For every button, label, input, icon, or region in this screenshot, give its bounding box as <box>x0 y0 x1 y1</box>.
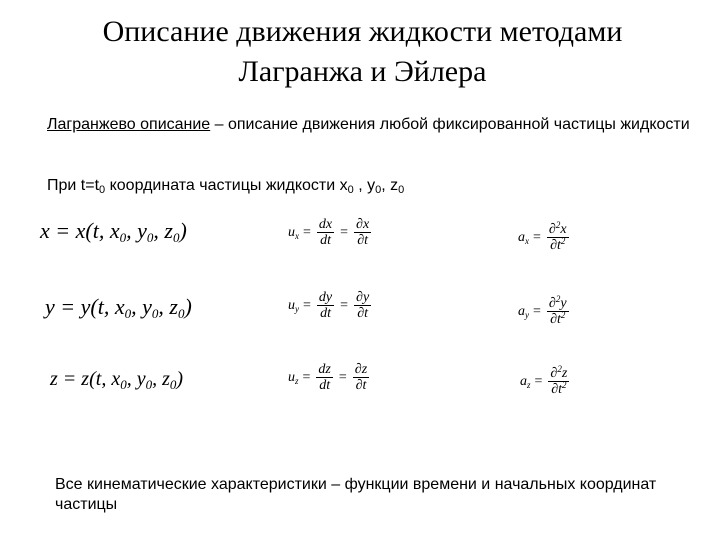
title-line-2: Лагранжа и Эйлера <box>238 55 487 88</box>
lagrange-definition <box>47 115 697 135</box>
equation-z-velocity: $u_z$ = $\frac{dz}{dt}$ = $\frac{\partial z}{\partial t}$ <box>288 362 368 393</box>
x-subscript: 0 <box>347 184 354 196</box>
equation-z-acceleration: $a_z$ = $\frac{\partial^2z}{\partial t^2}$ <box>520 364 568 397</box>
equation-x-velocity: $u_x$ = $\frac{dx}{dt}$ = $\frac{\partial x}{\partial t}$ <box>288 217 370 248</box>
equation-x-position: x = x(t, $x_0$, $y_0$, $z_0$) <box>40 218 187 245</box>
z-subscript: 0 <box>398 184 405 196</box>
t-subscript: 0 <box>99 184 106 196</box>
equation-y-velocity: $u_y$ = $\frac{dy}{dt}$ = $\frac{\partial y}{\partial t}$ <box>288 290 370 321</box>
lagrange-term: Лагранжево описание <box>47 116 211 133</box>
equation-y-acceleration: $a_y$ = $\frac{\partial^2y}{\partial t^2}$ <box>518 294 567 327</box>
slide-title <box>40 12 685 92</box>
initial-middle: координата частицы жидкости x <box>105 177 348 194</box>
lagrange-definition-text: – описание движения любой фиксированной частицы жидкости <box>210 116 690 133</box>
initial-sep-2: , z <box>381 177 399 194</box>
initial-sep-1: , y <box>353 177 376 194</box>
y-subscript: 0 <box>375 184 382 196</box>
equation-z-position: z = z(t, $x_0$, $y_0$, $z_0$) <box>50 368 184 392</box>
initial-prefix: При t=t <box>47 177 100 194</box>
equation-y-position: y = y(t, $x_0$, $y_0$, $z_0$) <box>45 294 192 321</box>
initial-condition-line <box>47 176 404 196</box>
kinematics-note: Все кинематические характеристики – функции времени и начальных координат частицы <box>55 476 657 513</box>
title-line-1: Описание движения жидкости методами <box>102 15 623 48</box>
equation-x-acceleration: $a_x$ = $\frac{\partial^2x}{\partial t^2}$ <box>518 220 567 253</box>
